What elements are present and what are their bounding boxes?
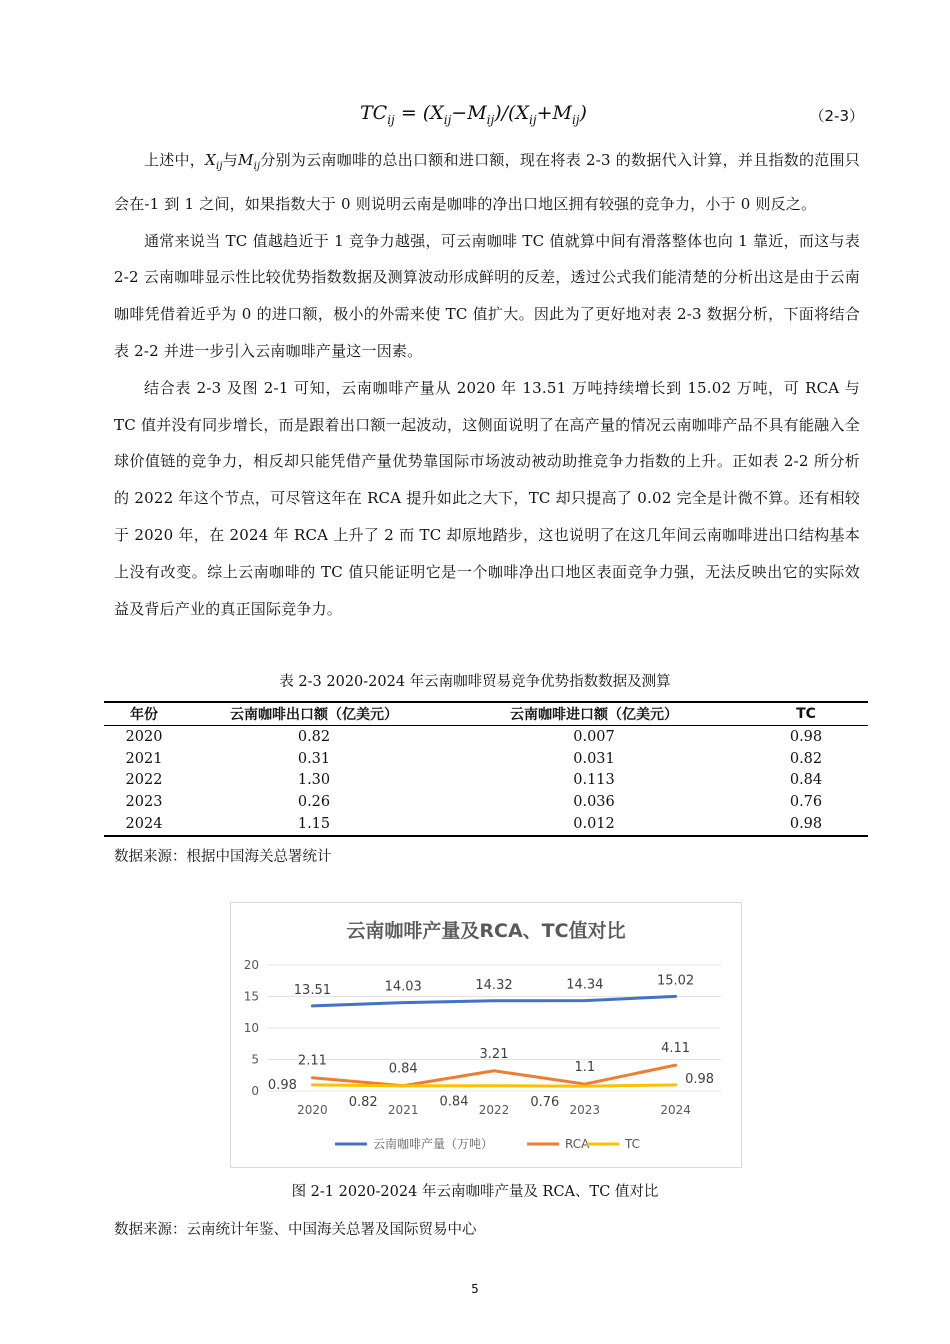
cell-import: 0.113 (573, 772, 615, 789)
data-label: 0.76 (530, 1095, 560, 1111)
data-label: 15.02 (656, 973, 695, 989)
cell-year: 2021 (125, 750, 163, 767)
paragraph-1: 上述中，$X_{ij}$与$M_{ij}$分别为云南咖啡的总出口额和进口额，现在将表 2-3 的数据代入计算，并且指数的范围只会在-1 到 1 之间，如果指数大于 0 则说明云南是咖啡的净出口地区拥有较强的竞争力，小于 0 则反之。 (114, 151, 860, 213)
cell-import: 0.031 (573, 750, 615, 767)
series-line-0 (312, 996, 675, 1006)
cell-export: 0.82 (297, 728, 331, 745)
table-header-row (104, 702, 868, 726)
table-caption: 表 2-3 2020-2024 年云南咖啡贸易竞争优势指数数据及测算 (279, 674, 671, 690)
table-row (104, 748, 868, 770)
table-row (104, 813, 868, 836)
data-label: 1.1 (574, 1060, 596, 1076)
table-source-note: 数据来源：根据中国海关总署统计 (114, 849, 332, 865)
data-table (104, 701, 868, 837)
data-label: 0.84 (439, 1094, 469, 1110)
formula-expression: $TC_{ij} = (X_{ij}-M_{ij})/(X_{ij}+M_{ij})$ (360, 102, 587, 127)
legend-label: 云南咖啡产量（万吨） (373, 1137, 494, 1151)
x-tick-label: 2022 (478, 1103, 510, 1117)
x-tick-label: 2021 (387, 1103, 419, 1117)
cell-import: 0.012 (444, 813, 744, 836)
body-text (114, 142, 860, 627)
cell-year: 2022 (125, 772, 163, 789)
cell-import: 0.036 (573, 794, 615, 811)
data-label: 0.98 (685, 1071, 715, 1087)
figure-source-note: 数据来源：云南统计年鉴、中国海关总署及国际贸易中心 (114, 1222, 477, 1238)
x-tick-label: 2020 (297, 1103, 328, 1117)
header-year: 年份 (104, 702, 184, 726)
y-tick-label: 20 (243, 958, 259, 972)
cell-export: 0.31 (297, 750, 331, 767)
y-tick-label: 10 (243, 1021, 259, 1035)
cell-export: 1.15 (184, 813, 444, 836)
cell-year: 2020 (125, 728, 163, 745)
page-number: 5 (471, 1282, 479, 1296)
x-tick-label: 2023 (569, 1103, 601, 1117)
data-label: 14.34 (566, 977, 604, 993)
y-tick-label: 5 (251, 1052, 259, 1067)
data-label: 13.51 (293, 982, 332, 998)
x-tick-label: 2024 (660, 1103, 691, 1117)
data-label: 3.21 (479, 1046, 509, 1062)
paragraph-3: 结合表 2-3 及图 2-1 可知，云南咖啡产量从 2020 年 13.51 万吨持续增长到 15.02 万吨，可 RCA 与 TC 值并没有同步增长，而是跟着出口额一起波动，这侧面说明了在高产量的情况云南咖啡产品不具有能融入全球价值链的竞争力，相反却只能凭借产量优势靠国际市场波动被动助推竞争力指数的上升。正如表 2-2 所分析的 2022 年这个节点，可尽管这年在 RCA 提升如此之大下，TC 却只提高了 0.02 完全是计微不算。还有相较于 2020 年，在 2024 年 RCA 上升了 2 而 TC 却原地踏步，这也说明了在这几年间云南咖啡进出口结构基本上没有改变。综上云南咖啡的 TC 值只能证明它是一个咖啡净出口地区表面竞争力强，无法反映出它的实际效益及背后产业的真正国际竞争力。 (114, 378, 860, 618)
header-tc: TC (744, 702, 868, 726)
cell-year: 2024 (104, 813, 184, 836)
legend-label: TC (625, 1137, 641, 1151)
cell-tc: 0.82 (789, 750, 823, 767)
series-line-2 (312, 1085, 675, 1086)
data-label: 14.03 (384, 979, 422, 995)
y-tick-label: 15 (243, 989, 259, 1004)
equation-number: （2-3） (809, 107, 864, 125)
data-label: 0.84 (388, 1061, 418, 1077)
data-label: 14.32 (475, 977, 513, 993)
cell-export: 0.26 (297, 794, 331, 811)
line-chart (231, 903, 741, 1167)
table-row (104, 791, 868, 813)
chart-container (230, 902, 742, 1168)
data-label: 4.11 (661, 1041, 691, 1057)
cell-year: 2023 (125, 794, 163, 811)
legend-label: RCA (565, 1137, 590, 1151)
cell-tc: 0.76 (789, 794, 823, 811)
data-label: 0.98 (267, 1077, 297, 1093)
series-line-1 (312, 1065, 675, 1086)
cell-export: 1.30 (297, 772, 331, 789)
figure-caption: 图 2-1 2020-2024 年云南咖啡产量及 RCA、TC 值对比 (291, 1184, 659, 1200)
data-label: 0.82 (348, 1094, 378, 1110)
table-row (104, 770, 868, 792)
header-import: 云南咖啡进口额（亿美元） (444, 702, 744, 726)
y-tick-label: 0 (251, 1084, 259, 1098)
table-row (104, 726, 868, 748)
chart-title: 云南咖啡产量及RCA、TC值对比 (346, 920, 626, 942)
cell-tc: 0.98 (744, 813, 868, 836)
cell-tc: 0.98 (789, 728, 823, 745)
paragraph-2: 通常来说当 TC 值越趋近于 1 竞争力越强，可云南咖啡 TC 值就算中间有滑落整体也向 1 靠近，而这与表 2-2 云南咖啡显示性比较优势指数数据及测算波动形成鲜明的反差，透过公式我们能清楚的分析出这是由于云南咖啡凭借着近乎为 0 的进口额，极小的外需来使 TC 值扩大。因此为了更好地对表 2-3 数据分析，下面将结合表 2-2 并进一步引入云南咖啡产量这一因素。 (114, 231, 860, 360)
formula-2-3 (0, 100, 950, 134)
header-export: 云南咖啡出口额（亿美元） (184, 702, 444, 726)
data-label: 2.11 (297, 1053, 327, 1069)
cell-tc: 0.84 (789, 772, 823, 789)
cell-import: 0.007 (573, 728, 615, 745)
